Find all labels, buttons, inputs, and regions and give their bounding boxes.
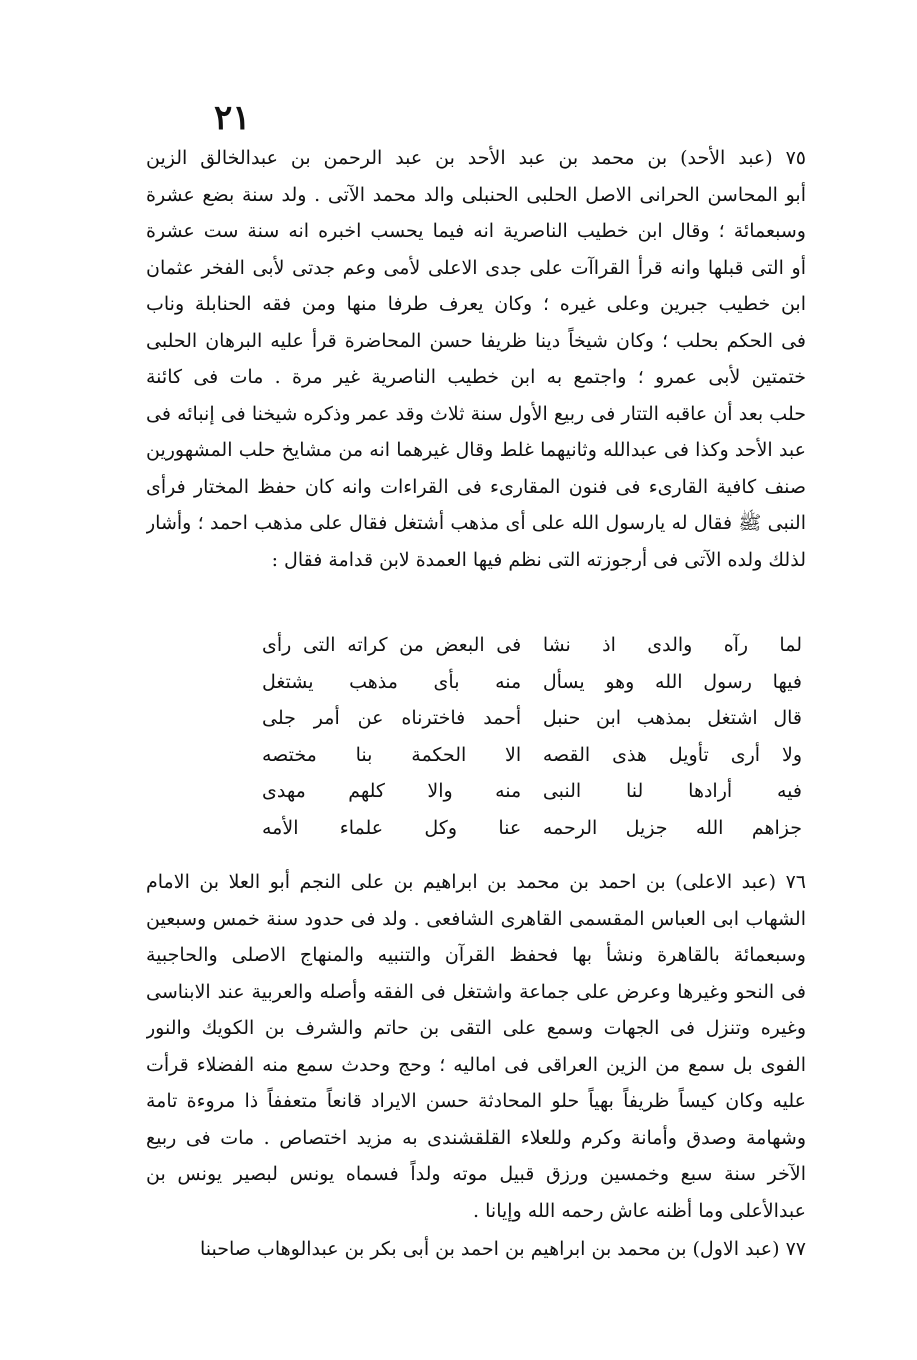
poem-first-hemistich: لما رآه والدى اذ نشا (542, 634, 802, 656)
entry75-line: عبد الأحد وكذا فى عبدالله وثانيهما غلط وقال غيرهما انه من مشايخ حلب المشهورين (146, 439, 806, 461)
poem-verse (262, 773, 802, 810)
poem-first-hemistich: فيه أرادها لنا النبى (542, 780, 802, 802)
poem-second-hemistich: عنا وكل علماء الأمه (262, 816, 522, 839)
poem-first-hemistich: جزاهم الله جزيل الرحمه (542, 816, 802, 839)
entry75-line: أبو المحاسن الحرانى الاصل الحلبى الحنبلى والد محمد الآتى . ولد سنة بضع عشرة (146, 183, 806, 206)
poem-verse (262, 737, 802, 774)
entry76-line: عبدالأعلى وما أظنه عاش رحمه الله وإيانا . (473, 1199, 806, 1222)
entry76-line: ٧٦ (عبد الاعلى) بن احمد بن محمد بن ابراهيم بن على النجم أبو العلا بن الامام (146, 871, 806, 893)
entry75-line: فى الحكم بحلب ؛ وكان شيخاً دينا ظريفا حسن المحاضرة قرأ عليه البرهان الحلبى (146, 329, 806, 352)
poem-first-hemistich: قال اشتغل بمذهب ابن حنبل (542, 707, 802, 729)
entry77-line: ٧٧ (عبد الاول) بن محمد بن ابراهيم بن احمد بن أبى بكر بن عبدالوهاب صاحبنا (199, 1238, 806, 1260)
entry75-line: ابن خطيب جبرين وعلى غيره ؛ وكان يعرف طرفا منها ومن فقه الحنابلة وناب (146, 293, 806, 315)
entry75-line: النبى ﷺ فقال له يارسول الله على أى مذهب أشتغل فقال على مذهب احمد ؛ وأشار (146, 512, 806, 534)
poem-second-hemistich: منه بأى مذهب يشتغل (262, 670, 522, 693)
poem-second-hemistich: الا الحكمة بنا مختصه (262, 743, 522, 766)
entry76-line: فى النحو وغيرها وعرض على جماعة واشتغل فى الفقه وأصله والعربية عند الابناسى (146, 980, 806, 1003)
entry75-line: حلب بعد أن عاقبه التتار فى ربيع الأول سنة ثلاث وقد عمر وذكره شيخنا فى إنبائه فى (146, 402, 806, 425)
poem-verse (262, 700, 802, 737)
entry75-line: أو التى قبلها وانه قرأ القراآت على جدى الاعلى لأمى وعم جدتى لأبى الفخر عثمان (146, 256, 806, 279)
poem-block (262, 627, 802, 846)
entry75-line: ختمتين لأبى عمرو ؛ واجتمع به ابن خطيب الناصرية غير مرة . مات فى كائنة (146, 366, 806, 388)
entry76-line: وغيره وتنزل فى الجهات وسمع على التقى بن حاتم والشرف بن الكويك والنور (146, 1017, 806, 1039)
entry76-line: وسبعمائة بالقاهرة ونشأ بها فحفظ القرآن والتنبيه والمنهاج الاصلى والحاجبية (146, 944, 806, 966)
page-number: ٢١ (214, 98, 251, 138)
entry76-line: الآخر سنة سبع وخمسين ورزق قبيل موته ولداً فسماه يونس لبصير يونس بن (146, 1163, 806, 1185)
poem-verse (262, 664, 802, 701)
entry75-line: صنف كافية القارىء فى فنون المقارىء فى القراءات وانه كان حفظ المختار فرأى (146, 475, 806, 498)
entry-77 (146, 1231, 806, 1268)
entry76-line: الفوى بل سمع من الزين العراقى فى اماليه ؛ وحج وحدث سمع منه الفضلاء قرأت (146, 1053, 806, 1076)
entry-75 (146, 140, 806, 578)
entry76-line: وشهامة وصدق وأمانة وكرم وللعلاء القلقشندى به مزيد اختصاص . مات فى ربيع (146, 1126, 806, 1149)
entry76-line: عليه وكان كيساً ظريفاً بهياً حلو المحادثة حسن الايراد قانعاً متعففاً ذا مروءة تامة (146, 1090, 806, 1112)
poem-second-hemistich: منه والا كلهم مهدى (262, 780, 522, 802)
poem-second-hemistich: أحمد فاخترناه عن أمر جلى (262, 707, 522, 729)
poem-verse (262, 810, 802, 847)
poem-first-hemistich: ولا أرى تأويل هذى القصه (542, 743, 802, 766)
poem-second-hemistich: فى البعض من كراته التى رأى (262, 634, 522, 656)
entry-76 (146, 864, 806, 1229)
entry76-line: الشهاب ابى العباس المقسمى القاهرى الشافعى . ولد فى حدود سنة خمس وسبعين (146, 907, 806, 930)
entry75-line: لذلك ولده الآتى فى أرجوزته التى نظم فيها العمدة لابن قدامة فقال : (271, 548, 806, 571)
poem-verse (262, 627, 802, 664)
poem-first-hemistich: فيها رسول الله وهو يسأل (542, 670, 802, 693)
entry75-line: وسبعمائة ؛ وقال ابن خطيب الناصرية انه فيما يحسب اخبره انه سنة ست عشرة (146, 220, 806, 242)
entry75-line: ٧٥ (عبد الأحد) بن محمد بن عبد الأحد بن عبد الرحمن بن عبدالخالق الزين (146, 147, 806, 169)
